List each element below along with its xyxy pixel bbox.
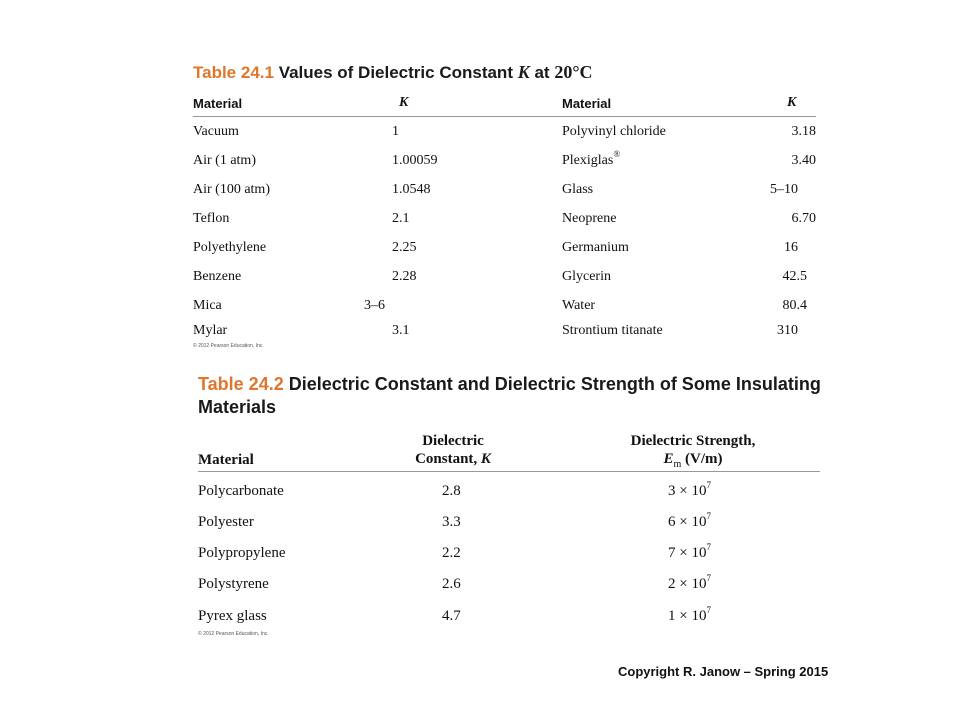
table1-left-k: 1.00059: [392, 153, 438, 168]
table2-constant: 2.2: [442, 545, 461, 561]
table1-left-material: Air (100 atm): [193, 182, 270, 197]
table1-right-k: 80.4: [782, 298, 807, 313]
table1-right-material-name: Plexiglas: [562, 153, 614, 168]
table2-title: [198, 373, 838, 419]
table2-header-strength-line1: Dielectric Strength,: [630, 433, 756, 449]
table2-header-constant-line2: Constant, K: [415, 451, 491, 467]
table1-left-k: 3.1: [392, 323, 410, 338]
table1-number: Table 24.1: [193, 63, 274, 82]
table2-header-rule: [198, 471, 820, 472]
table2-material: Pyrex glass: [198, 608, 267, 624]
table1-header-k-right: K: [787, 95, 797, 110]
table2-header-constant: [383, 432, 523, 468]
table1-right-material: Glycerin: [562, 269, 611, 284]
table1-left-k: 2.25: [392, 240, 417, 255]
table2-header-material: Material: [198, 452, 254, 468]
table1-left-material: Mylar: [193, 323, 228, 338]
table2-constant: 2.8: [442, 483, 461, 499]
table2-header-constant-line1: Dielectric: [422, 433, 484, 449]
table1-header-material-left: Material: [193, 96, 243, 111]
table1-left-material: Mica: [193, 298, 222, 313]
table1: [193, 94, 816, 340]
table2-constant: 4.7: [442, 608, 461, 624]
table1-left-k: 3–6: [364, 298, 385, 313]
table1-right-k: 5–10: [770, 182, 798, 197]
table2-material: Polycarbonate: [198, 483, 284, 499]
table2-title-text: Dielectric Constant and Dielectric Strength of Some Insulating Materials: [198, 374, 821, 417]
table1-right-k: 6.70: [791, 211, 816, 226]
table1-header-material-right: Material: [562, 96, 612, 111]
table2-material: Polyester: [198, 514, 254, 530]
table2-constant: 2.6: [442, 576, 461, 592]
table1-right-k: 16: [784, 240, 798, 255]
table2-strength: $3 \times 10^7$: [668, 480, 711, 499]
table1-right-k: 3.40: [791, 153, 816, 168]
table1-right-material: [562, 149, 621, 169]
table1-left-k: 2.28: [392, 269, 417, 284]
table1-left-material: Teflon: [193, 211, 230, 226]
table1-left-material: Air (1 atm): [193, 153, 256, 168]
table2-strength: $7 \times 10^7$: [668, 542, 711, 561]
table2-constant: 3.3: [442, 514, 461, 530]
table1-title-at: at: [534, 63, 550, 82]
table1-left-k: 1: [392, 124, 399, 139]
table1-left-k: 1.0548: [392, 182, 431, 197]
table1-title: [193, 62, 593, 83]
table2-strength: $6 \times 10^7$: [668, 511, 711, 530]
table1-right-k: 310: [777, 323, 798, 338]
table2-header-strength-line2: $E_m$ (V/m): [663, 451, 723, 470]
table1-left-k: 2.1: [392, 211, 410, 226]
table1-copyright: © 2012 Pearson Education, Inc.: [193, 343, 264, 349]
table1-right-k: 42.5: [782, 269, 807, 284]
table1-right-material: Glass: [562, 182, 594, 197]
table1-title-text: Values of Dielectric Constant: [278, 63, 513, 82]
registered-mark: ®: [613, 149, 621, 159]
table1-left-material: Polyethylene: [193, 240, 267, 255]
table1-right-material: Polyvinyl chloride: [562, 124, 666, 139]
table2-strength: $2 \times 10^7$: [668, 573, 711, 592]
table2-header-strength: [603, 432, 783, 474]
table1-right-material: Strontium titanate: [562, 323, 663, 338]
table2-strength: $1 \times 10^7$: [668, 605, 711, 624]
table2-header-constant-var: K: [480, 451, 491, 467]
table1-header-k-left: K: [399, 95, 409, 110]
table1-title-variable: K: [517, 62, 530, 82]
table1-header-rule: [193, 116, 816, 117]
table1-right-material: Water: [562, 298, 596, 313]
footer-copyright: Copyright R. Janow – Spring 2015: [618, 664, 829, 679]
table1-right-material: Germanium: [562, 240, 629, 255]
table2-copyright: © 2012 Pearson Education, Inc.: [198, 631, 269, 637]
table1-title-temperature: 20°C: [554, 62, 593, 82]
table1-right-material: Neoprene: [562, 211, 617, 226]
table1-right-k: 3.18: [791, 124, 816, 139]
table2-material: Polystyrene: [198, 576, 269, 592]
table2-material: Polypropylene: [198, 545, 286, 561]
table2-number: Table 24.2: [198, 374, 284, 394]
table2: [198, 428, 820, 633]
table1-left-material: Vacuum: [193, 124, 239, 139]
table1-left-material: Benzene: [193, 269, 242, 284]
